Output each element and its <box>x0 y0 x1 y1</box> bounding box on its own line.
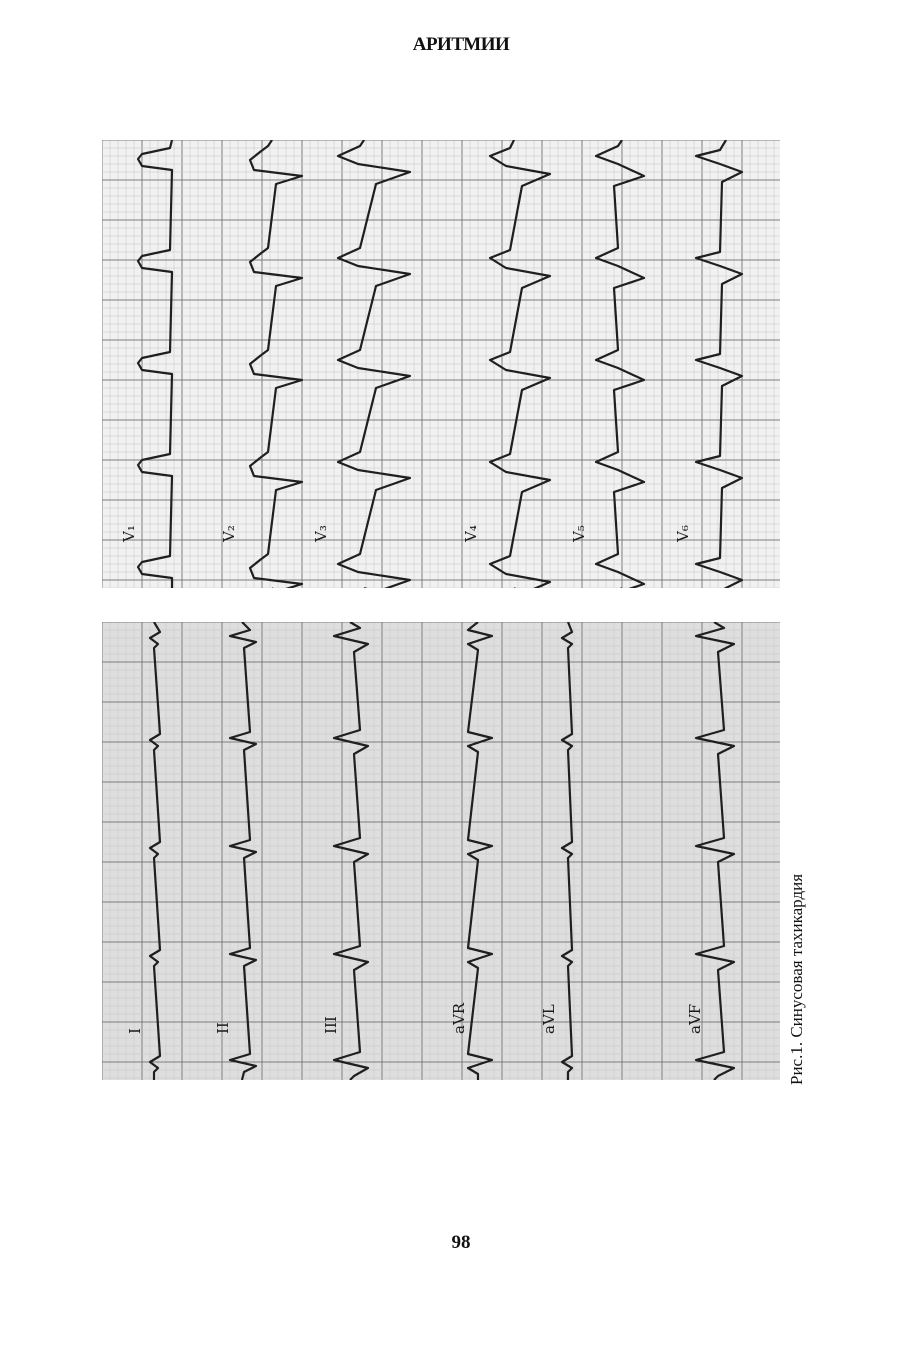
lead-label-limb-5: aVL <box>540 1004 558 1034</box>
ecg-panel-limb-leads <box>102 622 780 1080</box>
page-number: 98 <box>451 1232 471 1253</box>
lead-label-limb-1: I <box>126 1028 144 1034</box>
ecg-paper-background <box>102 622 780 1080</box>
ecg-chest-svg <box>102 140 780 588</box>
lead-label-chest-3: V₃ <box>312 525 330 542</box>
lead-label-limb-4: aVR <box>450 1002 468 1034</box>
lead-label-limb-2: II <box>214 1022 232 1034</box>
lead-label-chest-1: V₁ <box>120 525 138 542</box>
running-head: АРИТМИИ <box>412 34 510 55</box>
lead-label-chest-2: V₂ <box>220 525 238 542</box>
figure-caption-wrap <box>782 800 812 1085</box>
ecg-panel-chest-leads <box>102 140 780 588</box>
lead-label-limb-6: aVF <box>686 1003 704 1034</box>
lead-label-chest-5: V₅ <box>570 525 588 542</box>
ecg-limb-svg <box>102 622 780 1080</box>
figure-caption: Рис.1. Синусовая тахикардия <box>787 873 806 1085</box>
lead-label-chest-4: V₄ <box>462 525 480 542</box>
lead-label-limb-3: III <box>322 1016 340 1034</box>
lead-label-chest-6: V₆ <box>674 525 692 542</box>
